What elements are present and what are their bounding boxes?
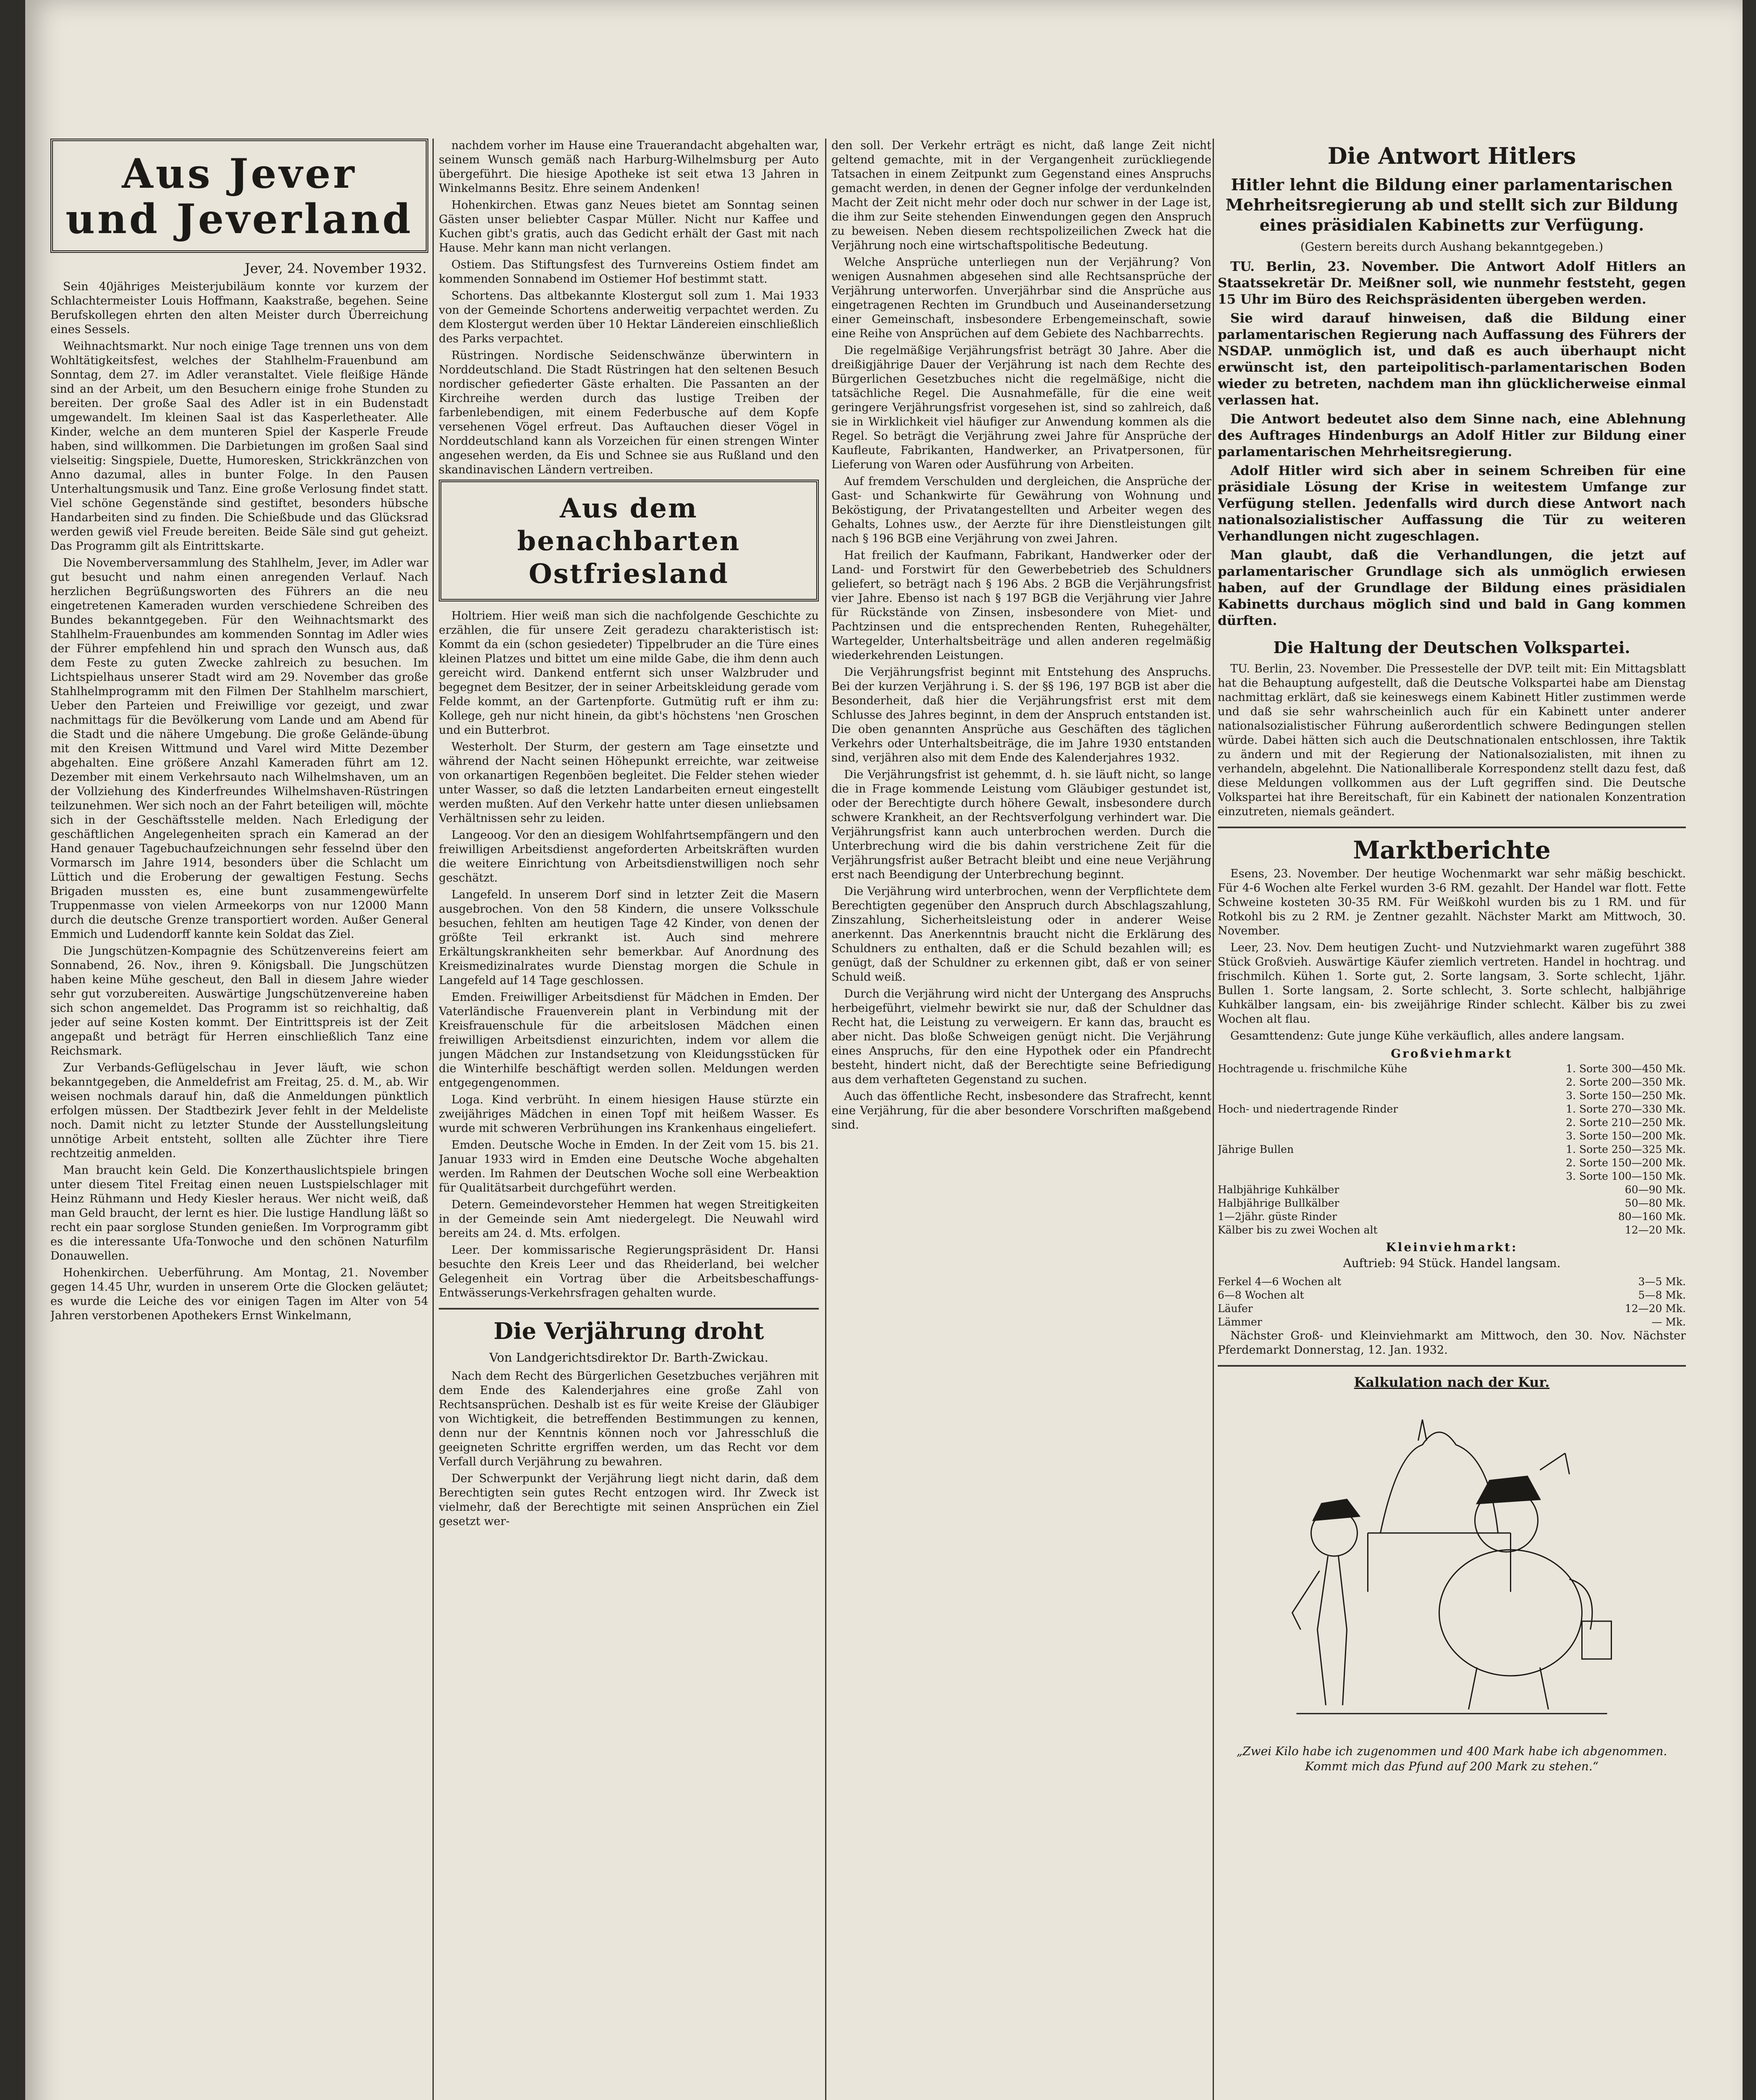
column-rule xyxy=(825,139,826,2100)
table-row xyxy=(1218,1089,1686,1102)
table-cell-label: 1—2jähr. güste Rinder xyxy=(1218,1210,1337,1223)
cartoon-caption: „Zwei Kilo habe ich zugenommen und 400 Mark habe ich abgenommen. Kommt mich das Pfund auf 200 Mark zu stehen.“ xyxy=(1236,1744,1667,1773)
article-paragraph: Die Novemberversammlung des Stahlhelm, Jever, im Adler war gut besucht und nahm einen anregenden Verlauf. Nach herzlichen Begrüßungsworten des Führers an die neu eingetretenen Kameraden wurden verschiedene Schreiben des Bundes bekanntgegeben. Für den Weihnachtsmarkt des Stahlhelm-Frauenbundes am kommenden Sonntag im Adler wies der Führer empfehlend hin und sprach den Wunsch aus, daß dem Feste zu guten Zwecke zahlreich zu besuchen. Im Lichtspielhaus unserer Stadt wird am 29. November das große Stahlhelmprogramm mit den Filmen Der Stahlhelm marschiert, Ueber den Parteien und Freiwillige vor gezeigt, und zwar nachmittags für die Bevölkerung vom Lande und am Abend für die Stadt und die nähere Umgebung. Die große Gelände-übung mit den Kreisen Wittmund und Varel wird Mitte Dezember abgehalten. Eine größere Anzahl Kameraden führt am 12. Dezember mit einem Verkehrsauto nach Wilhelmshaven, um an der Vollziehung des Kinderfreundes Wilhelmshaven-Rüstringen teilzunehmen. Wer sich noch an der Fahrt beteiligen will, möchte sich in der Geschäftsstelle melden. Nach Erledigung der geschäftlichen Angelegenheiten sprach ein Kamerad an der Hand genauer Tagebuchaufzeichnungen sehr fesselnd über den Vormarsch im Jahre 1914, besonders über die Schlacht um Lüttich und die Eroberung der gewaltigen Festung. Sechs Brigaden mussten es, eine bunt zusammengewürfelte Truppenmasse von vielen Armeekorps von nur 12000 Mann durch die deutsche Grenze transportiert worden. Außer General Emmich und Ludendorff kannte kein Soldat das Ziel. xyxy=(50,556,428,941)
article-paragraph: Die Verjährungsfrist ist gehemmt, d. h. sie läuft nicht, so lange die in Frage kommende Leistung vom Gläubiger gestundet ist, oder der Berechtigte durch höhere Gewalt, insbesondere durch schwere Krankheit, an der Rechtsverfolgung verhindert war. Die Verjährungsfrist kann auch unterbrochen werden. Durch die Unterbrechung wird die bis dahin verstrichene Zeit für die Verjährungsfrist außer Betracht bleibt und eine neue Verjährung erst nach Beendigung der Unterbrechung beginnt. xyxy=(831,768,1211,881)
thin-man-body xyxy=(1318,1556,1347,1705)
article-paragraph: TU. Berlin, 23. November. Die Pressestelle der DVP. teilt mit: Ein Mittagsblatt hat die Behauptung aufgestellt, daß die Deutsche Volkspartei habe am Dienstag nachmittag erklärt, daß sie keineswegs einem Kabinett Hitler zustimmen werde und daß sie sehr wahrscheinlich auch für ein Kabinett unter anderer nationalsozialistischer Führung außerordentlich schwere Bedingungen stellen würde. Dabei hätten sich auch die Deutschnationalen entschlossen, ihre Taktik zu ändern und mit der Regierung der Nationalsozialisten, mit ihnen zu verhandeln, abgelehnt. Die Nationalliberale Korrespondenz stellt dazu fest, daß diese Meldungen vollkommen aus der Luft gegriffen sind. Die Deutsche Volkspartei hat ihre Bereitschaft, für ein Kabinett der nationalen Konzentration einzutreten, niemals geändert. xyxy=(1218,662,1686,818)
article-subheadline: Hitler lehnt die Bildung einer parlamentarischen Mehrheitsregierung ab und stellt sich zur Bildung eines präsidialen Kabinetts zur Verfügung. xyxy=(1225,175,1678,234)
dateline: Jever, 24. November 1932. xyxy=(244,260,427,276)
thin-man-hat xyxy=(1313,1499,1360,1520)
article-paragraph: Durch die Verjährung wird nicht der Untergang des Anspruchs herbeigeführt, vielmehr bewirkt sie nur, daß der Schuldner das Recht hat, die Leistung zu verweigern. Er kann das, braucht es aber nicht. Das bloße Schweigen genügt nicht. Die Verjährung eines Anspruchs, für den eine Hypothek oder ein Pfandrecht besteht, hindert nicht, daß der Berechtigte seine Befriedigung aus dem verhafteten Gegenstand zu suchen. xyxy=(831,987,1211,1086)
article-paragraph: Detern. Gemeindevorsteher Hemmen hat wegen Streitigkeiten in der Gemeinde sein Amt niedergelegt. Die Neuwahl wird bereits am 24. d. Mts. erfolgen. xyxy=(439,1198,819,1240)
table-cell-label: Halbjährige Kuhkälber xyxy=(1218,1184,1339,1196)
table-cell-price: 2. Sorte 200—350 Mk. xyxy=(1566,1076,1686,1088)
table-cell-price: 1. Sorte 300—450 Mk. xyxy=(1566,1063,1686,1075)
table-cell-price: 50—80 Mk. xyxy=(1625,1197,1686,1209)
table-cell-price: 80—160 Mk. xyxy=(1618,1210,1686,1223)
article-paragraph: Loga. Kind verbrüht. In einem hiesigen Hause stürzte ein zweijähriges Mädchen in einen Topf mit heißem Wasser. Es wurde mit schweren Verbrühungen ins Krankenhaus eingeliefert. xyxy=(439,1093,819,1135)
table-cell-label xyxy=(1218,1170,1562,1183)
article-paragraph: Der Schwerpunkt der Verjährung liegt nicht darin, daß dem Berechtigten sein gutes Recht entzogen wird. Ihr Zweck ist vielmehr, daß der Berechtigte mit seinen Ansprüchen ein Ziel gesetzt wer- xyxy=(439,1472,819,1528)
table-cell-price: 3. Sorte 100—150 Mk. xyxy=(1566,1170,1686,1182)
article-paragraph: Hohenkirchen. Etwas ganz Neues bietet am Sonntag seinen Gästen unser beliebter Caspar Müller. Nicht nur Kaffee und Kuchen gibt's gratis, auch das Gedicht erhält der Gast mit nach Hause. Mehr kann man nicht verlangen. xyxy=(439,199,819,255)
market-table-grossvieh xyxy=(1218,1062,1686,1237)
article-note: (Gestern bereits durch Aushang bekanntgegeben.) xyxy=(1300,240,1604,254)
column-2 xyxy=(439,139,819,2100)
article-paragraph: Auf fremdem Verschulden und dergleichen, die Ansprüche der Gast- und Schankwirte für Gewährung von Wohnung und Beköstigung, der Privatangestellten und Arbeiter wegen des Gehalts, Lohnes usw., der Aerzte für ihre Dienstleistungen gilt nach § 196 BGB eine Verjährung von zwei Jahren. xyxy=(831,475,1211,545)
article-paragraph: Adolf Hitler wird sich aber in seinem Schreiben für eine präsidiale Lösung der Krise in weitestem Umfange zur Verfügung stellen. Jedenfalls wird durch diese Antwort nach nationalsozialistischer Auffassung die Tür zu weiteren Verhandlungen nicht zugeschlagen. xyxy=(1218,463,1686,544)
article-paragraph: Langeoog. Vor den an diesigem Wohlfahrtsempfängern und den freiwilligen Arbeitsdienst angeforderten Arbeitskräften wurden die weitere Einrichtung von Arbeitsdienstwilligen noch sehr geschätzt. xyxy=(439,829,819,885)
article-paragraph: Die Jungschützen-Kompagnie des Schützenvereins feiert am Sonnabend, 26. Nov., ihren 9. Königsball. Die Jungschützen haben keine Mühe gescheut, den Ball in diesem Jahre wieder sehr gut vorzubereiten. Auswärtige Jungschützenvereine haben sich schon angemeldet. Das Programm ist so reichhaltig, daß jeder auf seine Kosten kommt. Der Eintrittspreis ist der Zeit angepaßt und beträgt für Herren einschließlich Tanz eine Reichsmark. xyxy=(50,945,428,1058)
market-closing: Nächster Groß- und Kleinviehmarkt am Mittwoch, den 30. Nov. Nächster Pferdemarkt Donnerstag, 12. Jan. 1932. xyxy=(1218,1329,1686,1357)
article-headline: Die Verjährung droht xyxy=(493,1318,764,1344)
article-paragraph: Emden. Deutsche Woche in Emden. In der Zeit vom 15. bis 21. Januar 1933 wird in Emden eine Deutsche Woche abgehalten werden. Im Rahmen der Deutschen Woche soll eine Werbeaktion für Qualitätsarbeit durchgeführt werden. xyxy=(439,1139,819,1194)
divider xyxy=(1218,827,1686,828)
article-paragraph: Man braucht kein Geld. Die Konzerthauslichtspiele bringen unter diesem Titel Freitag einen neuen Lustspielschlager mit Heinz Rühmann und Hedy Kiesler heraus. Wer nicht weiß, daß man Geld braucht, der lernt es hier. Die lustige Handlung läßt so recht ein paar sorglose Stunden genießen. Im Vorprogramm gibt es die interessante Ufa-Tonwoche und den schönen Naturfilm Donauwellen. xyxy=(50,1164,428,1263)
table-row xyxy=(1218,1129,1686,1143)
market-table-intro: Auftrieb: 94 Stück. Handel langsam. xyxy=(1343,1256,1561,1270)
article-paragraph: Schortens. Das altbekannte Klostergut soll zum 1. Mai 1933 von der Gemeinde Schortens anderweitig verpachtet werden. Zu dem Klostergut werden über 10 Hektar Ländereien einschließlich des Parks verpachtet. xyxy=(439,289,819,345)
market-headline: Marktberichte xyxy=(1353,836,1551,864)
article-paragraph: Nach dem Recht des Bürgerlichen Gesetzbuches verjähren mit dem Ende des Kalenderjahres eine große Zahl von Rechtsansprüchen. Deshalb ist es für weite Kreise der Gläubiger von Wichtigkeit, die betreffenden Bestimmungen zu kennen, denn nur der Kenntnis können noch vor Jahresschluß die geeigneten Schritte ergriffen werden, um das Recht vor dem Verfall durch Verjährung zu bewahren. xyxy=(439,1370,819,1468)
table-cell-label: Hochtragende u. frischmilche Kühe xyxy=(1218,1063,1407,1075)
article-paragraph: Auch das öffentliche Recht, insbesondere das Strafrecht, kennt eine Verjährung, für die aber besondere Vorschriften maßgebend sind. xyxy=(831,1090,1211,1131)
suitcase xyxy=(1582,1621,1612,1659)
table-cell-label: 6—8 Wochen alt xyxy=(1218,1289,1304,1301)
cartoon-illustration xyxy=(1218,1394,1686,1739)
table-cell-label: Lämmer xyxy=(1218,1316,1262,1328)
table-cell-label: Jährige Bullen xyxy=(1218,1143,1294,1155)
article-paragraph: Die Verjährung wird unterbrochen, wenn der Verpflichtete dem Berechtigten gegenüber den Anspruch durch Abschlagszahlung, Zinszahlung, Sicherheitsleistung oder in anderer Weise anerkennt. Das Anerkenntnis braucht nicht die Erklärung des Schuldners zu enthalten, daß er die Schuld bezahlen will; es genügt, daß der Schuldner zu erkennen gibt, daß er von seiner Schuld weiß. xyxy=(831,885,1211,984)
masthead-title-line2: und Jeverland xyxy=(66,195,413,243)
table-cell-label xyxy=(1218,1089,1562,1102)
table-row xyxy=(1218,1275,1686,1289)
article-paragraph: Sein 40jähriges Meisterjubiläum konnte vor kurzem der Schlachtermeister Louis Hoffmann, Kaakstraße, begehen. Seine Berufskollegen ehrten den alten Meister durch Überreichung eines Sessels. xyxy=(50,280,428,336)
article-paragraph: Emden. Freiwilliger Arbeitsdienst für Mädchen in Emden. Der Vaterländische Frauenverein plant in Verbindung mit der Kreisfrauenschule für die arbeitslosen Mädchen einen freiwilligen Arbeitsdienst einzurichten, indem vor allem die jungen Mädchen zur Instandsetzung von Kleidungsstücken für die Winterhilfe beschäftigt werden sollen. Meldungen werden entgegengenommen. xyxy=(439,991,819,1089)
section-masthead xyxy=(50,139,428,253)
table-cell-price: — Mk. xyxy=(1651,1316,1686,1328)
table-cell-price: 2. Sorte 150—200 Mk. xyxy=(1566,1157,1686,1169)
table-row xyxy=(1218,1289,1686,1302)
table-row xyxy=(1218,1062,1686,1076)
table-row xyxy=(1218,1143,1686,1156)
table-row xyxy=(1218,1102,1686,1116)
table-cell-label: Läufer xyxy=(1218,1302,1253,1315)
table-row xyxy=(1218,1116,1686,1129)
table-row xyxy=(1218,1210,1686,1223)
ostfriesland-title-line2: Ostfriesland xyxy=(529,558,729,590)
article-paragraph: den soll. Der Verkehr erträgt es nicht, daß lange Zeit nicht geltend gemachte, mit in der Vergangenheit zurückliegende Tatsachen in einem Zeitpunkt zum Gegenstand eines Anspruchs gemacht werden, in denen der Gegner infolge der verdunkelnden Macht der Zeit nicht mehr oder doch nur schwer in der Lage ist, die ihm zur Seite stehenden Einwendungen gegen den Anspruch zu beweisen. Neben diesem rechtspolizeilichen Zweck hat die Verjährung noch eine wirtschaftspolitische Bedeutung. xyxy=(831,139,1211,252)
table-row xyxy=(1218,1315,1686,1329)
table-row xyxy=(1218,1183,1686,1197)
column-4 xyxy=(1218,139,1686,2100)
market-table-kleinvieh xyxy=(1218,1275,1686,1329)
article-paragraph: Welche Ansprüche unterliegen nun der Verjährung? Von wenigen Ausnahmen abgesehen sind alle Rechtsansprüche der Verjährung unterworfen. Unverjährbar sind die Ansprüche aus eingetragenen Rechten im Grundbuch und Auseinandersetzung einer Gemeinschaft, insbesondere Erbengemeinschaft, sowie eine Reihe von Ansprüchen auf dem Gebiete des Nachbarrechts. xyxy=(831,256,1211,340)
table-cell-label xyxy=(1218,1116,1562,1129)
table-cell-price: 12—20 Mk. xyxy=(1625,1302,1686,1315)
masthead-title-line1: Aus Jever xyxy=(122,150,357,197)
table-cell-price: 3. Sorte 150—200 Mk. xyxy=(1566,1130,1686,1142)
article-byline: Von Landgerichtsdirektor Dr. Barth-Zwickau. xyxy=(489,1350,768,1365)
article-paragraph: Rüstringen. Nordische Seidenschwänze überwintern in Norddeutschland. Die Stadt Rüstringen hat den seltenen Besuch nordischer gefiederter Gäste erhalten. Die Passanten an der Kirchreihe werden durch das lustige Treiben der farbenlebendigen, mit einem Federbusche auf dem Kopfe versehenen Vögel erfreut. Das Auftauchen dieser Vögel in Norddeutschland kann als Vorzeichen für einen strengen Winter angesehen werden, da Eis und Schnee sie aus Rußland und den skandinavischen Ländern vertreiben. xyxy=(439,349,819,476)
market-table-title: Kleinviehmarkt: xyxy=(1386,1240,1518,1254)
table-cell-label: Kälber bis zu zwei Wochen alt xyxy=(1218,1224,1378,1236)
article-paragraph: Sie wird darauf hinweisen, daß die Bildung einer parlamentarischen Regierung nach Auffassung des Führers der NSDAP. unmöglich ist, und daß es auch überhaupt nicht erwünscht ist, den parteipolitisch-parlamentarischen Boden wieder zu betreten, nachdem man ihn glücklicherweise einmal verlassen hat. xyxy=(1218,311,1686,408)
table-cell-price: 60—90 Mk. xyxy=(1625,1184,1686,1196)
market-paragraph: Esens, 23. November. Der heutige Wochenmarkt war sehr mäßig beschickt. Für 4-6 Wochen alte Ferkel wurden 3-6 RM. gezahlt. Der Handel war flott. Fette Schweine kosteten 30-35 RM. Für Weißkohl wurden bis zu 1 RM. und für Rotkohl bis zu 2 RM. je Zentner gezahlt. Nächster Markt am Mittwoch, 30. November. xyxy=(1218,867,1686,937)
table-cell-price: 2. Sorte 210—250 Mk. xyxy=(1566,1116,1686,1129)
table-cell-price: 3. Sorte 150—250 Mk. xyxy=(1566,1089,1686,1102)
article-headline: Die Antwort Hitlers xyxy=(1327,142,1576,169)
table-cell-price: 1. Sorte 250—325 Mk. xyxy=(1566,1143,1686,1155)
article-paragraph: Man glaubt, daß die Verhandlungen, die jetzt auf parlamentarischer Grundlage sich als unmöglich erwiesen haben, auf der Grundlage der Bildung eines präsidialen Kabinetts durchaus möglich sind und bald in Gang kommen dürften. xyxy=(1218,548,1686,628)
background-building-dome xyxy=(1381,1432,1498,1533)
column-rule xyxy=(1213,139,1214,2100)
article-headline: Die Haltung der Deutschen Volkspartei. xyxy=(1273,638,1630,657)
article-paragraph: Westerholt. Der Sturm, der gestern am Tage einsetzte und während der Nacht seinen Höhepunkt erreichte, war zeitweise von orkanartigen Regenböen begleitet. Die Felder stehen wieder unter Wasser, so daß die letzten Landarbeiten erneut eingestellt werden mußten. Auf den Verkehr hatte unter diesen unliebsamen Verhältnissen sehr zu leiden. xyxy=(439,740,819,825)
article-paragraph: Die regelmäßige Verjährungsfrist beträgt 30 Jahre. Aber die dreißigjährige Dauer der Verjährung ist nach dem Rechte des Bürgerlichen Gesetzbuches nicht die regelmäßige, nicht die tatsächliche Regel. Die Ausnahmefälle, für die eine weit geringere Verjährungsfrist vorgesehen ist, sind so zahlreich, daß sie in Wirklichkeit viel häufiger zur Anwendung kommen als die Regel. So beträgt die Verjährung zwei Jahre für Ansprüche der Kaufleute, Fabrikanten, Handwerker, an Privatpersonen, für Lieferung von Waren oder Ausführung von Arbeiten. xyxy=(831,344,1211,471)
divider xyxy=(1218,1365,1686,1367)
cartoon-title: Kalkulation nach der Kur. xyxy=(1354,1374,1550,1390)
table-row xyxy=(1218,1302,1686,1315)
table-row xyxy=(1218,1197,1686,1210)
newspaper-page xyxy=(25,0,1743,2100)
article-paragraph: Langefeld. In unserem Dorf sind in letzter Zeit die Masern ausgebrochen. Von den 58 Kindern, die unsere Volksschule besuchen, fehlten am heutigen Tage 42 Kinder, von denen der größte Teil erkrankt ist. Auch sind mehrere Erkältungskrankheiten sehr bemerkbar. Auf Anordnung des Kreismedizinalrates wurde Dienstag morgen die Schule in Langefeld auf 14 Tage geschlossen. xyxy=(439,888,819,987)
table-cell-price: 5—8 Mk. xyxy=(1638,1289,1686,1301)
article-paragraph: Ostiem. Das Stiftungsfest des Turnvereins Ostiem findet am kommenden Sonnabend im Ostiemer Hof bestimmt statt. xyxy=(439,258,819,286)
table-cell-label xyxy=(1218,1129,1562,1143)
column-1 xyxy=(50,139,428,2100)
ostfriesland-title-line1: Aus dem benachbarten xyxy=(517,493,741,557)
column-3 xyxy=(831,139,1211,2100)
article-paragraph: Leer. Der kommissarische Regierungspräsident Dr. Hansi besuchte den Kreis Leer und das Rheiderland, bei welcher Gelegenheit ein Vortrag über die Arbeitsbeschaffungs-Entwässerungs-Verkehrsfragen gehalten wurde. xyxy=(439,1244,819,1299)
table-row xyxy=(1218,1076,1686,1089)
background-building xyxy=(1368,1533,1511,1592)
article-paragraph: Weihnachtsmarkt. Nur noch einige Tage trennen uns von dem Wohltätigkeitsfest, welches der Stahlhelm-Frauenbund am Sonntag, dem 27. im Adler veranstaltet. Viele fleißige Hände sind an der Arbeit, um den Besuchern einige frohe Stunden zu bereiten. Der große Saal des Adler ist in ein Budenstadt umgewandelt. Im kleinen Saal ist das Kasperletheater. Alle Kinder, welche an dem munteren Spiel der Kasperle Freude haben, sind willkommen. Die Darbietungen im großen Saal sind vielseitig: Singspiele, Duette, Humoresken, Strickkränzchen von Anno dazumal, alles in bunter Folge. In den Pausen Unterhaltungsmusik und Tanz. Eine große Verlosung findet statt. Viel schöne Gegenstände sind gestiftet, besonders hübsche Handarbeiten sind zu finden. Die Schießbude und das Glücksrad werden gewiß viel Freude bereiten. Beide Säle sind gut geheizt. Das Programm gilt als Eintrittskarte. xyxy=(50,340,428,553)
table-cell-label: Halbjährige Bullkälber xyxy=(1218,1197,1339,1209)
table-cell-price: 3—5 Mk. xyxy=(1638,1276,1686,1288)
table-cell-label: Ferkel 4—6 Wochen alt xyxy=(1218,1276,1342,1288)
table-cell-label xyxy=(1218,1076,1562,1089)
article-paragraph: TU. Berlin, 23. November. Die Antwort Adolf Hitlers an Staatssekretär Dr. Meißner soll, wie nunmehr feststeht, gegen 15 Uhr im Büro des Reichspräsidenten übergeben werden. xyxy=(1218,259,1686,307)
table-row xyxy=(1218,1223,1686,1237)
divider xyxy=(439,1308,819,1310)
article-paragraph: Holtriem. Hier weiß man sich die nachfolgende Geschichte zu erzählen, die für unsere Zeit geradezu charakteristisch ist: Kommt da ein (schon gesiedeter) Tippelbruder an die Türe eines kleinen Platzes und bittet um eine milde Gabe, die ihm denn auch gereicht wird. Dankend entfernt sich unser Walzbruder und begegnet dem Besitzer, der in seiner Arbeitskleidung gerade vom Felde kommt, an der Gartenpforte. Gutmütig ruft er ihm zu: Kollege, geh nur nicht hinein, da gibt's höchstens 'nen Groschen und ein Butterbrot. xyxy=(439,609,819,737)
article-paragraph: nachdem vorher im Hause eine Trauerandacht abgehalten war, seinem Wunsch gemäß nach Harburg-Wilhelmsburg per Auto übergeführt. Die hiesige Apotheke ist seit etwa 13 Jahren in Winkelmanns Besitz. Ehre seinem Andenken! xyxy=(439,139,819,195)
table-cell-price: 1. Sorte 270—330 Mk. xyxy=(1566,1103,1686,1115)
column-rule xyxy=(432,139,434,2100)
section-ostfriesland-header xyxy=(439,480,819,601)
article-paragraph: Hohenkirchen. Ueberführung. Am Montag, 21. November gegen 14.45 Uhr, wurden in unserem Orte die Glocken geläutet; es wurde die Leiche des vor einigen Tagen im Alter von 54 Jahren verstorbenen Apothekers Ernst Winkelmann, xyxy=(50,1266,428,1322)
table-row xyxy=(1218,1170,1686,1183)
market-paragraph: Gesamttendenz: Gute junge Kühe verkäuflich, alles andere langsam. xyxy=(1230,1029,1625,1042)
table-cell-label xyxy=(1218,1156,1562,1170)
market-table-title: Großviehmarkt xyxy=(1391,1047,1513,1060)
article-paragraph: Zur Verbands-Geflügelschau in Jever läuft, wie schon bekanntgegeben, die Anmeldefrist am Freitag, 25. d. M., ab. Wir weisen nochmals darauf hin, daß die Anmeldungen pünktlich erfolgen müssen. Der Stadtbezirk Jever fehlt in der Meldeliste noch. Damit nicht zu letzter Stunde der Ausstellungsleitung unnötige Arbeit entsteht, sollten alle Züchter ihre Tiere rechtzeitig anmelden. xyxy=(50,1061,428,1160)
article-paragraph: Die Antwort bedeutet also dem Sinne nach, eine Ablehnung des Auftrages Hindenburgs an Adolf Hitler zur Bildung einer parlamentarischen Mehrheitsregierung. xyxy=(1218,412,1686,459)
article-paragraph: Hat freilich der Kaufmann, Fabrikant, Handwerker oder der Land- und Forstwirt für den Gewerbebetrieb des Schuldners geliefert, so beträgt nach § 196 Abs. 2 BGB die Verjährungsfrist vier Jahre. Ebenso ist nach § 197 BGB die Verjährung vier Jahre für Rückstände von Zinsen, insbesondere von Miet- und Pachtzinsen und die entsprechenden Renten, Ruhegehälter, Wartegelder, Unterhaltsbeiträge und allen anderen regelmäßig wiederkehrenden Leistungen. xyxy=(831,549,1211,662)
table-row xyxy=(1218,1156,1686,1170)
article-paragraph: Die Verjährungsfrist beginnt mit Entstehung des Anspruchs. Bei der kurzen Verjährung i. S. der §§ 196, 197 BGB ist aber die Besonderheit, daß hier die Verjährungsfrist erst mit dem Schlusse des Jahres beginnt, in dem der Anspruch entstanden ist. Die oben genannten Ansprüche aus Geschäften des täglichen Verkehrs oder Unterhaltsbeiträge, die im Jahre 1930 entstanden sind, verjähren also mit dem Ende des Kalenderjahres 1932. xyxy=(831,666,1211,764)
table-cell-price: 12—20 Mk. xyxy=(1625,1224,1686,1236)
table-cell-label: Hoch- und niedertragende Rinder xyxy=(1218,1103,1398,1115)
market-paragraph: Leer, 23. Nov. Dem heutigen Zucht- und Nutzviehmarkt waren zugeführt 388 Stück Großvieh. Auswärtige Käufer ziemlich vertreten. Handel in hochtrag. und frischmilch. Kühen 1. Sorte gut, 2. Sorte langsam, 3. Sorte schlecht, 1jähr. Bullen 1. Sorte langsam, 2. Sorte schlecht, 3. Sorte schlecht, halbjährige Kuhkälber langsam, ein- bis zweijährige Rinder schlecht. Kälber bis zu zwei Wochen alt flau. xyxy=(1218,941,1686,1026)
